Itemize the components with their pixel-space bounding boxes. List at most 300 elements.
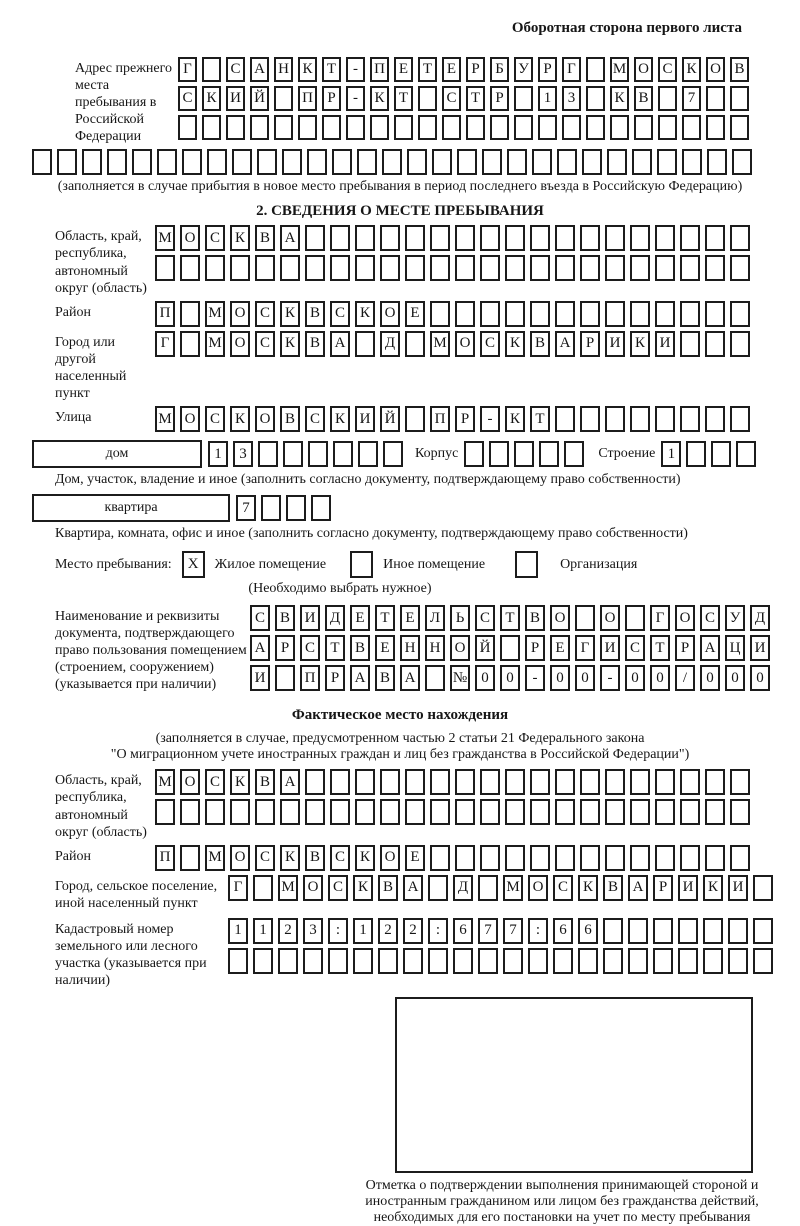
char-box	[705, 769, 725, 795]
char-box: А	[250, 635, 270, 661]
char-box: 2	[403, 918, 423, 944]
char-box	[380, 225, 400, 251]
char-box: Н	[425, 635, 445, 661]
char-box: П	[370, 57, 389, 82]
char-box: А	[330, 331, 350, 357]
char-box: В	[305, 845, 325, 871]
char-box	[453, 948, 473, 974]
char-box: /	[675, 665, 695, 691]
char-box	[680, 301, 700, 327]
char-box	[655, 769, 675, 795]
char-box	[350, 551, 373, 578]
char-box: О	[255, 406, 275, 432]
char-box: И	[655, 331, 675, 357]
char-box: Р	[455, 406, 475, 432]
char-box	[250, 115, 269, 140]
char-box: 0	[750, 665, 770, 691]
char-box: О	[634, 57, 653, 82]
fact-region-label: Область, край, республика, автономный округ (область)	[55, 773, 147, 840]
char-box: У	[514, 57, 533, 82]
char-box	[555, 799, 575, 825]
char-box	[680, 845, 700, 871]
char-box-row	[178, 57, 749, 82]
char-box	[505, 799, 525, 825]
fact-region-field	[55, 769, 800, 840]
char-box: Р	[322, 86, 341, 111]
char-box: В	[378, 875, 398, 901]
city-label: Город или другой населенный пункт	[55, 334, 127, 401]
char-box: В	[255, 225, 275, 251]
char-box: Д	[325, 605, 345, 631]
char-box: 7	[478, 918, 498, 944]
char-box: С	[250, 605, 270, 631]
char-box	[580, 225, 600, 251]
char-box	[418, 86, 437, 111]
char-box	[628, 948, 648, 974]
char-box: Ц	[725, 635, 745, 661]
char-box	[355, 799, 375, 825]
char-box	[728, 918, 748, 944]
char-box: С	[480, 331, 500, 357]
char-box	[202, 115, 221, 140]
char-box: Б	[490, 57, 509, 82]
stamp-caption: Отметка о подтверждении выполнения принимающей стороной и иностранным гражданином или лицом без гражданства действий, необходимых для его постановки на учет по месту пребывания	[365, 1178, 759, 1226]
char-box: М	[205, 845, 225, 871]
char-box	[275, 665, 295, 691]
char-box	[330, 799, 350, 825]
char-box: 1	[253, 918, 273, 944]
char-box: У	[725, 605, 745, 631]
char-box: Е	[400, 605, 420, 631]
char-box	[728, 948, 748, 974]
char-box	[322, 115, 341, 140]
char-box: 3	[562, 86, 581, 111]
char-box	[155, 255, 175, 281]
char-box: О	[455, 331, 475, 357]
char-box	[555, 845, 575, 871]
char-box	[178, 115, 197, 140]
char-box: 1	[228, 918, 248, 944]
char-box: И	[750, 635, 770, 661]
char-box	[278, 948, 298, 974]
fact-city-field	[55, 875, 800, 912]
char-box	[328, 948, 348, 974]
char-box	[680, 255, 700, 281]
char-box: №	[450, 665, 470, 691]
char-box	[380, 255, 400, 281]
char-box	[455, 225, 475, 251]
char-box-row	[250, 665, 770, 691]
char-box: С	[330, 301, 350, 327]
char-box	[528, 948, 548, 974]
cadastral-label: Кадастровый номер земельного или лесного участка (указывается при наличии)	[55, 921, 207, 989]
char-box	[490, 115, 509, 140]
char-box	[706, 86, 725, 111]
char-box: А	[280, 769, 300, 795]
char-box: М	[205, 301, 225, 327]
char-box: 0	[475, 665, 495, 691]
house-box-label: дом	[32, 440, 202, 468]
char-box: К	[505, 331, 525, 357]
char-box	[430, 225, 450, 251]
char-box	[255, 255, 275, 281]
char-box	[678, 918, 698, 944]
char-box: 2	[278, 918, 298, 944]
char-box: В	[603, 875, 623, 901]
char-box-row	[661, 441, 756, 467]
char-box	[680, 769, 700, 795]
char-box	[155, 799, 175, 825]
char-box	[678, 948, 698, 974]
char-box	[307, 149, 327, 175]
char-box	[57, 149, 77, 175]
char-box-row	[236, 495, 331, 521]
char-box-row	[228, 918, 773, 944]
char-box	[480, 769, 500, 795]
char-box	[132, 149, 152, 175]
char-box: В	[525, 605, 545, 631]
char-box: С	[330, 845, 350, 871]
char-box	[730, 799, 750, 825]
char-box: А	[628, 875, 648, 901]
char-box: И	[600, 635, 620, 661]
char-box: М	[155, 225, 175, 251]
char-box-row	[178, 115, 749, 140]
page-header: Оборотная сторона первого листа	[511, 20, 742, 36]
actual-location-title: Фактическое место нахождения	[291, 707, 509, 724]
char-box: О	[600, 605, 620, 631]
char-box-row	[250, 635, 770, 661]
char-box: 6	[453, 918, 473, 944]
char-box	[480, 225, 500, 251]
char-box: Й	[250, 86, 269, 111]
char-box: А	[400, 665, 420, 691]
char-box	[705, 331, 725, 357]
char-box: Т	[418, 57, 437, 82]
char-box	[358, 441, 378, 467]
char-box: Й	[475, 635, 495, 661]
char-box	[730, 845, 750, 871]
document-field	[55, 605, 800, 693]
district-field	[55, 301, 800, 327]
char-box	[628, 918, 648, 944]
char-box	[658, 86, 677, 111]
char-box	[355, 225, 375, 251]
char-box-row	[228, 948, 773, 974]
char-box	[655, 406, 675, 432]
char-box	[482, 149, 502, 175]
char-box: В	[375, 665, 395, 691]
char-box	[455, 799, 475, 825]
char-box	[330, 255, 350, 281]
char-box: Т	[500, 605, 520, 631]
char-box: 0	[725, 665, 745, 691]
char-box	[432, 149, 452, 175]
char-box	[355, 255, 375, 281]
char-box	[480, 799, 500, 825]
char-box: Г	[178, 57, 197, 82]
char-box	[682, 115, 701, 140]
char-box	[253, 875, 273, 901]
char-box	[311, 495, 331, 521]
char-box	[564, 441, 584, 467]
korpus-label: Корпус	[415, 446, 459, 462]
char-box	[282, 149, 302, 175]
char-box: И	[355, 406, 375, 432]
char-box: О	[550, 605, 570, 631]
char-box	[605, 406, 625, 432]
char-box	[478, 948, 498, 974]
char-box: С	[475, 605, 495, 631]
char-box	[605, 845, 625, 871]
section2-title: 2. СВЕДЕНИЯ О МЕСТЕ ПРЕБЫВАНИЯ	[256, 203, 544, 220]
char-box	[580, 845, 600, 871]
document-label: Наименование и реквизиты документа, подтверждающего право пользования помещением (строением, сооружением) (указывается при наличии)	[55, 609, 247, 693]
char-box: Г	[155, 331, 175, 357]
stay-option-label: Организация	[560, 556, 638, 572]
char-box: 3	[233, 441, 253, 467]
char-box: С	[205, 406, 225, 432]
char-box	[605, 255, 625, 281]
char-box	[605, 225, 625, 251]
char-box	[355, 769, 375, 795]
char-box: Р	[275, 635, 295, 661]
char-box	[705, 799, 725, 825]
char-box-row	[464, 441, 584, 467]
stay-type-label: Место пребывания:	[55, 556, 172, 572]
char-box: Е	[405, 301, 425, 327]
char-box: К	[355, 845, 375, 871]
char-box	[280, 799, 300, 825]
char-box	[305, 799, 325, 825]
char-box: С	[305, 406, 325, 432]
char-box	[370, 115, 389, 140]
char-box: Е	[442, 57, 461, 82]
char-box: Т	[325, 635, 345, 661]
char-box: А	[403, 875, 423, 901]
char-box: К	[230, 769, 250, 795]
char-box	[332, 149, 352, 175]
char-box	[706, 115, 725, 140]
char-box	[430, 255, 450, 281]
char-box: Н	[274, 57, 293, 82]
stay-option-checkbox	[182, 551, 205, 578]
char-box	[82, 149, 102, 175]
char-box	[580, 255, 600, 281]
char-box: М	[278, 875, 298, 901]
char-box	[503, 948, 523, 974]
char-box	[480, 301, 500, 327]
char-box	[255, 799, 275, 825]
char-box	[330, 225, 350, 251]
char-box	[180, 799, 200, 825]
char-box: 0	[575, 665, 595, 691]
char-box	[253, 948, 273, 974]
char-box: К	[298, 57, 317, 82]
char-box: О	[230, 301, 250, 327]
char-box	[582, 149, 602, 175]
char-box: Р	[325, 665, 345, 691]
char-box: 7	[236, 495, 256, 521]
char-box	[555, 406, 575, 432]
char-box	[107, 149, 127, 175]
prev-address-field	[75, 57, 800, 145]
char-box	[505, 255, 525, 281]
char-box: В	[730, 57, 749, 82]
char-box	[686, 441, 706, 467]
char-box	[507, 149, 527, 175]
actual-location-note-1: (заполняется в случае, предусмотренном частью 2 статьи 21 Федерального закона	[155, 731, 645, 747]
char-box	[202, 57, 221, 82]
char-box	[500, 635, 520, 661]
char-box	[455, 769, 475, 795]
char-box: И	[728, 875, 748, 901]
char-box: 0	[650, 665, 670, 691]
char-box: -	[480, 406, 500, 432]
char-box	[658, 115, 677, 140]
prev-address-rows	[178, 57, 749, 140]
char-box: Р	[675, 635, 695, 661]
char-box: В	[634, 86, 653, 111]
char-box	[555, 225, 575, 251]
char-box: С	[328, 875, 348, 901]
prev-address-note: (заполняется в случае прибытия в новое место пребывания в период последнего въезда в Российскую Федерацию)	[57, 179, 743, 195]
char-box: А	[700, 635, 720, 661]
char-box	[562, 115, 581, 140]
char-box	[730, 769, 750, 795]
char-box	[555, 255, 575, 281]
char-box	[705, 225, 725, 251]
char-box	[258, 441, 278, 467]
char-box	[530, 301, 550, 327]
char-box	[653, 948, 673, 974]
char-box: П	[155, 845, 175, 871]
actual-location-note-2: "О миграционном учете иностранных граждан и лиц без гражданства в Российской Федерации")	[110, 747, 690, 763]
char-box: В	[350, 635, 370, 661]
char-box	[586, 57, 605, 82]
char-box: X	[182, 551, 205, 578]
char-box: В	[305, 301, 325, 327]
char-box-row	[155, 331, 750, 357]
char-box: О	[675, 605, 695, 631]
char-box	[605, 769, 625, 795]
char-box: С	[205, 225, 225, 251]
street-field	[55, 406, 800, 432]
char-box	[655, 225, 675, 251]
char-box: А	[250, 57, 269, 82]
stay-option-label: Жилое помещение	[214, 556, 327, 572]
char-box	[703, 918, 723, 944]
char-box	[405, 769, 425, 795]
char-box	[632, 149, 652, 175]
char-box	[515, 551, 538, 578]
char-box	[575, 605, 595, 631]
char-box: Т	[466, 86, 485, 111]
char-box: 0	[550, 665, 570, 691]
char-box	[32, 149, 52, 175]
char-box	[205, 255, 225, 281]
char-box: К	[202, 86, 221, 111]
char-box: С	[255, 301, 275, 327]
char-box	[630, 225, 650, 251]
char-box: Р	[580, 331, 600, 357]
char-box: Д	[453, 875, 473, 901]
char-box: К	[280, 845, 300, 871]
char-box: Р	[525, 635, 545, 661]
char-box	[280, 255, 300, 281]
char-box	[707, 149, 727, 175]
fact-city-label: Город, сельское поселение, иной населенный пункт	[55, 878, 218, 911]
char-box: К	[280, 301, 300, 327]
char-box	[555, 301, 575, 327]
district-label: Район	[55, 304, 91, 320]
fact-district-field	[55, 845, 800, 871]
char-box	[394, 115, 413, 140]
char-box	[405, 799, 425, 825]
char-box: -	[600, 665, 620, 691]
char-box: О	[230, 845, 250, 871]
char-box	[207, 149, 227, 175]
char-box	[489, 441, 509, 467]
stroenie-label: Строение	[598, 446, 656, 462]
char-box	[180, 301, 200, 327]
char-box	[430, 769, 450, 795]
char-box-row	[155, 799, 750, 825]
char-box	[330, 769, 350, 795]
char-box	[286, 495, 306, 521]
char-box	[653, 918, 673, 944]
char-box: Е	[375, 635, 395, 661]
char-box: Д	[750, 605, 770, 631]
char-box	[180, 845, 200, 871]
char-box: А	[555, 331, 575, 357]
char-box	[514, 86, 533, 111]
char-box	[357, 149, 377, 175]
char-box	[580, 799, 600, 825]
char-box	[455, 845, 475, 871]
char-box: Л	[425, 605, 445, 631]
char-box-row	[155, 845, 750, 871]
char-box	[680, 225, 700, 251]
char-box: 0	[700, 665, 720, 691]
char-box: К	[230, 225, 250, 251]
char-box	[605, 301, 625, 327]
char-box	[703, 948, 723, 974]
char-box: 6	[578, 918, 598, 944]
char-box	[428, 948, 448, 974]
char-box	[407, 149, 427, 175]
char-box	[530, 255, 550, 281]
char-box: И	[605, 331, 625, 357]
char-box-row	[155, 255, 750, 281]
char-box: О	[180, 769, 200, 795]
char-box	[630, 769, 650, 795]
char-box: Г	[650, 605, 670, 631]
stay-type-row	[55, 551, 800, 578]
char-box: Т	[375, 605, 395, 631]
char-box: 0	[500, 665, 520, 691]
char-box: О	[180, 406, 200, 432]
char-box	[730, 331, 750, 357]
char-box	[580, 769, 600, 795]
char-box: С	[205, 769, 225, 795]
char-box-row	[155, 406, 750, 432]
char-box	[634, 115, 653, 140]
char-box: С	[553, 875, 573, 901]
char-box-row	[155, 225, 750, 251]
char-box	[405, 331, 425, 357]
char-box	[586, 115, 605, 140]
